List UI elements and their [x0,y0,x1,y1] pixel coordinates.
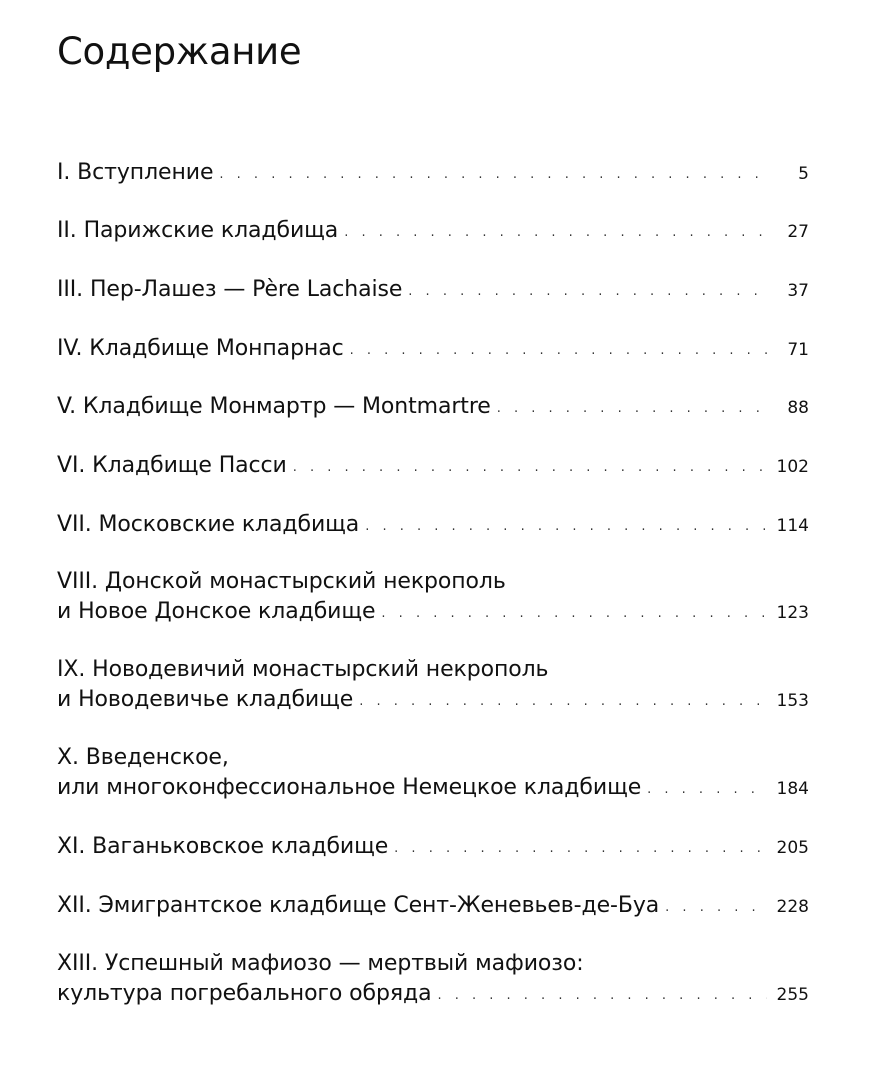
toc-entry-row [57,275,809,305]
dot-leader [365,512,766,542]
page-title: Содержание [57,30,302,73]
toc-entry[interactable] [57,392,809,422]
toc-entry-title: II. Парижские кладбища [57,218,339,243]
toc-entry[interactable] [57,510,809,540]
toc-entry-title-line: VIII. Донской монастырский некрополь [57,569,506,594]
dot-leader [665,893,766,923]
toc-page-number: 71 [787,340,809,360]
toc-entry-title-line: X. Введенское, [57,745,229,770]
dot-leader [219,160,769,190]
toc-entry[interactable] [57,158,809,188]
toc-entry-title: и Новое Донское кладбище [57,599,376,624]
toc-entry[interactable] [57,567,809,627]
toc-entry-title: III. Пер-Лашез — Père Lachaise [57,277,403,302]
toc-entry-title-line: XIII. Успешный мафиозо — мертвый мафиозо: [57,951,584,976]
dot-leader [293,453,767,483]
toc-page-number: 153 [776,691,809,711]
dot-leader [437,981,766,1011]
toc-entry[interactable] [57,451,809,481]
toc-entry-title-line: IX. Новодевичий монастырский некрополь [57,657,549,682]
toc-entry-title: VI. Кладбище Пасси [57,453,287,478]
dot-leader [408,277,769,307]
toc-entry-title: VII. Московские кладбища [57,512,360,537]
toc-entry[interactable] [57,832,809,862]
toc-entry-row [57,597,809,627]
toc-entry-title: XII. Эмигрантское кладбище Сент-Женевьев-де-Буа [57,893,660,918]
toc-entry-row [57,773,809,803]
dot-leader [647,775,766,805]
toc-entry-row [57,891,809,921]
toc-entry[interactable] [57,655,809,715]
toc-entry-title: XI. Ваганьковское кладбище [57,834,389,859]
toc-page-number: 37 [787,281,809,301]
toc-page-number: 27 [787,222,809,242]
toc-entry[interactable] [57,216,809,246]
toc-page-number: 205 [776,838,809,858]
toc-entry-title: IV. Кладбище Монпарнас [57,336,344,361]
toc-entry-title: культура погребального обряда [57,981,432,1006]
toc-entry-row [57,334,809,364]
dot-leader [359,687,766,717]
dot-leader [350,336,769,366]
toc-entry-row [57,979,809,1009]
toc-entry-row [57,510,809,540]
toc-page-number: 102 [776,457,809,477]
dot-leader [344,218,769,248]
toc-entry-row [57,158,809,188]
toc-page-number: 228 [776,897,809,917]
toc-page-number: 184 [776,779,809,799]
toc-page-number: 88 [787,398,809,418]
toc-entry-row [57,685,809,715]
toc-page-number: 5 [798,164,809,184]
toc-entry-row [57,832,809,862]
toc-entry[interactable] [57,743,809,803]
toc-entry-title: или многоконфессиональное Немецкое кладбище [57,775,642,800]
dot-leader [381,599,766,629]
toc-entry[interactable] [57,949,809,1009]
toc-page-number: 255 [776,985,809,1005]
toc-entry-title: и Новодевичье кладбище [57,687,354,712]
toc-entry-row [57,451,809,481]
toc-entry[interactable] [57,891,809,921]
toc-entry[interactable] [57,334,809,364]
toc-page-number: 123 [776,603,809,623]
toc-entry-row [57,392,809,422]
toc-entry[interactable] [57,275,809,305]
toc-entry-title: V. Кладбище Монмартр — Montmartre [57,394,491,419]
dot-leader [394,834,766,864]
dot-leader [497,394,769,424]
toc-entry-title: I. Вступление [57,160,214,185]
toc-entry-row [57,216,809,246]
toc-page-number: 114 [776,516,809,536]
